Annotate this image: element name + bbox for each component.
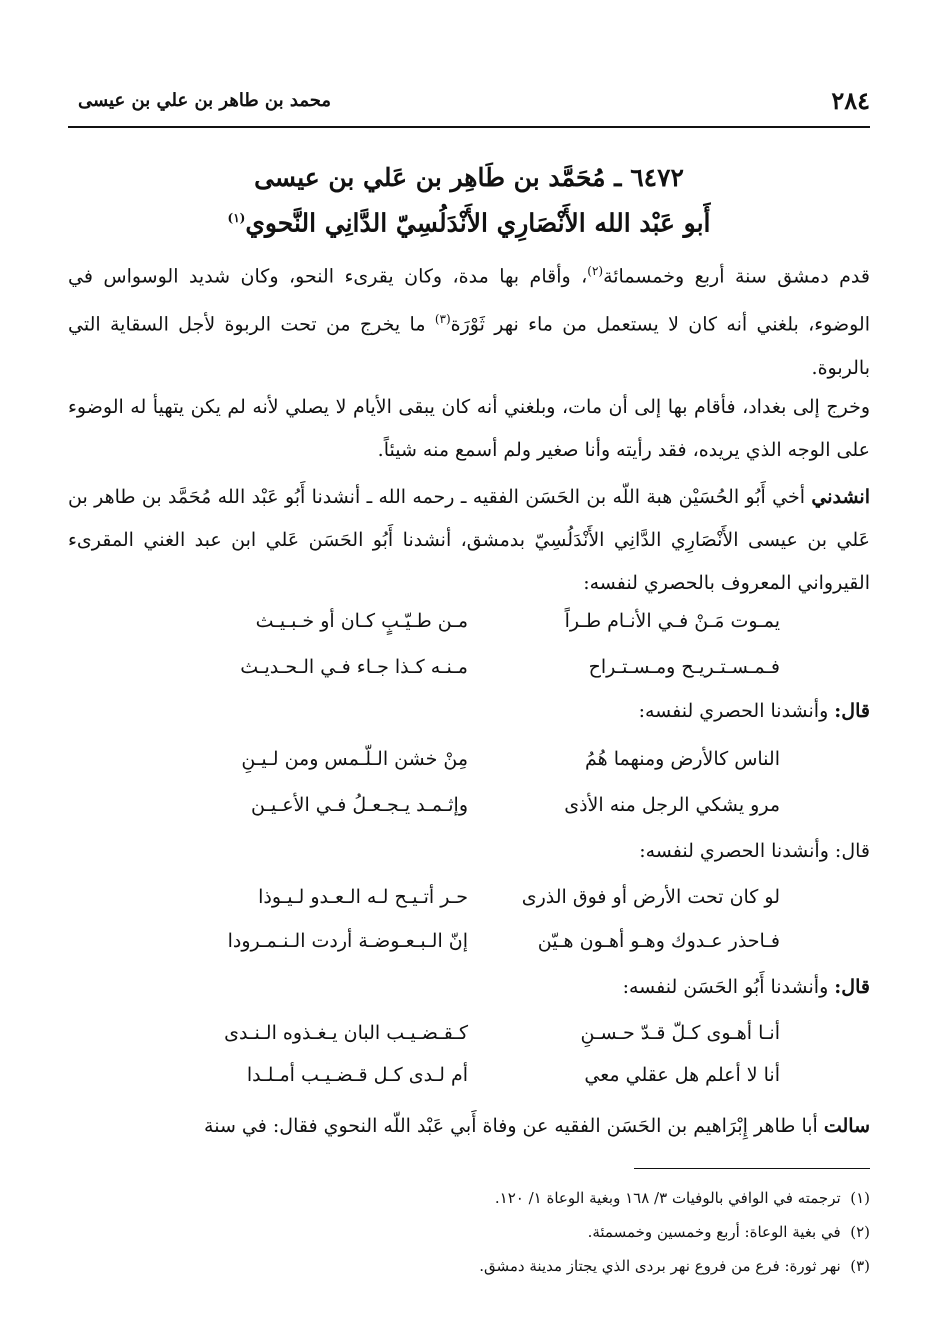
footnote-text: نهر ثورة: فرع من فروع نهر بردى الذي يجتاز مدينة دمشق.: [479, 1257, 841, 1275]
poem-intro-text: وأنشدنا الحصري لنفسه:: [638, 700, 835, 722]
poem-intro-text: وأنشدنا الحصري لنفسه:: [639, 840, 835, 862]
verse-second-hemistich: كـقـضـيـب البان يـغـذوه الـنـدى: [224, 1022, 468, 1044]
verse-second-hemistich: مـنـه كـذا جـاء فـي الـحـديـث: [240, 656, 468, 678]
verse-line: [68, 1022, 870, 1065]
footnote-ref: (٣): [434, 312, 451, 327]
verse-first-hemistich: يمـوت مَـنْ فـي الأنـام طـراً: [564, 610, 780, 632]
page-header: [78, 86, 870, 120]
page-number: ٢٨٤: [831, 86, 870, 115]
poem-intro: [623, 976, 870, 998]
paragraph-2: وخرج إلى بغداد، فأقام بها إلى أن مات، وبلغني أنه كان يبقى الأيام لا يصلي لأنه لم يكن يتهيأ له الوضوء على الوجه الذي يريده، فقد رأيته وأنا صغير ولم أسمع منه شيئاً.: [68, 396, 870, 461]
footnote-ref: (١): [227, 211, 246, 225]
verse-line: [68, 610, 870, 653]
poem-intro-lead: قال:: [834, 840, 870, 862]
paragraph-text: ، وأقام بها مدة، وكان يقرىء النحو، وكان شديد الوسواس في الوضوء، بلغني أنه كان لا يستعمل من ماء نهر ثَوْرَة: [68, 265, 871, 336]
verse-first-hemistich: أنا لا أعلم هل عقلي معي: [584, 1064, 780, 1086]
paragraph-text: أبا طاهر إِبْرَاهيم بن الحَسَن الفقيه عن وفاة أَبي عَبْد اللّه النحوي فقال: في سنة: [204, 1115, 824, 1137]
paragraph-text: ما يخرج من تحت الربوة لأجل السقاية التي بالربوة.: [68, 313, 870, 379]
verse-second-hemistich: وإثـمـد يـجـعـلُ فـي الأعـيـن: [250, 794, 468, 816]
footnote: [68, 1256, 870, 1276]
paragraph-3: [68, 476, 870, 605]
verse-line: [68, 794, 870, 837]
verse-first-hemistich: أنـا أهـوى كـلّ قـدّ حـسـنِ: [580, 1022, 780, 1044]
verse-second-hemistich: أم لـدى كـل قـضـيـب أمـلـدا: [246, 1064, 468, 1086]
paragraph-lead-word: سالت: [823, 1115, 870, 1137]
paragraph-lead-word: انشدني: [811, 486, 870, 508]
verse-first-hemistich: فـاحذر عـدوك وهـو أهـون هـيّن: [537, 930, 780, 952]
verse-first-hemistich: الناس كالأرض ومنهما هُمُ: [584, 748, 780, 770]
footnote-number: (٢): [850, 1223, 870, 1241]
verse-line: [68, 748, 870, 791]
verse-first-hemistich: فـمـسـتـريـح ومـسـتـراح: [588, 656, 780, 678]
footnote-number: (٣): [850, 1257, 870, 1275]
entry-title-line2: [68, 198, 870, 243]
verse-second-hemistich: إنّ الـبـعـوضـة أردت الـنـمـرودا: [227, 930, 468, 952]
footnote-rule: [634, 1168, 870, 1169]
running-title: محمد بن طاهر بن علي بن عيسى: [78, 90, 332, 111]
poem-intro-text: وأنشدنا أَبُو الحَسَن لنفسه:: [622, 976, 835, 998]
footnote-text: ترجمته في الوافي بالوفيات ٣/ ١٦٨ وبغية الوعاة ١/ ١٢٠.: [494, 1189, 841, 1207]
verse-line: [68, 1064, 870, 1107]
entry-title: [68, 158, 870, 243]
verse-second-hemistich: مـن طـيّـبٍ كـان أو خـبـيـث: [255, 610, 468, 632]
header-rule: [68, 126, 870, 128]
poem-intro-lead: قال:: [834, 700, 870, 722]
verse-second-hemistich: حـر أتـيـح لـه الـعـدو لـيـوذا: [258, 886, 468, 908]
poem-intro-lead: قال:: [834, 976, 870, 998]
footnote-text: في بغية الوعاة: أربع وخمسين وخمسمئة.: [587, 1223, 841, 1241]
entry-title-name: أَبو عَبْد الله الأَنْصَارِي الأَنْدَلُسِيّ الدَّانِي النَّحوي: [245, 208, 711, 238]
paragraph-text: أخي أَبُو الحُسَيْن هبة اللّه بن الحَسَن الفقيه ـ رحمه الله ـ أنشدنا أَبُو عَبْد الله مُحَمَّد بن طاهر بن عَلي بن عيسى الأَنْصَارِي الدَّانِي الأَنْدَلُسِيّ بدمشق، أنشدنا أَبُو الحَسَن عَلي ابن عبد الغني المقرىء القيرواني المعروف بالحصري لنفسه:: [68, 486, 870, 594]
footnote-number: (١): [850, 1189, 870, 1207]
poem-intro: [639, 840, 870, 862]
verse-first-hemistich: لو كان تحت الأرض أو فوق الذرى: [521, 886, 780, 908]
entry-title-line1: ٦٤٧٢ ـ مُحَمَّد بن طَاهِر بن عَلي بن عيسى: [254, 163, 684, 192]
poem-intro: [639, 700, 870, 722]
verse-line: [68, 656, 870, 699]
paragraph-1: [68, 250, 870, 390]
paragraph-4: [68, 1105, 870, 1148]
verse-second-hemistich: مِنْ خشن الـلّـمس ومن لـيـنِ: [241, 748, 468, 770]
paragraph-text: قدم دمشق سنة أربع وخمسمائة: [603, 265, 870, 288]
footnote: [68, 1188, 870, 1208]
verse-line: [68, 930, 870, 973]
footnote-ref: (٢): [587, 264, 604, 278]
verse-first-hemistich: مرو يشكي الرجل منه الأذى: [564, 794, 780, 816]
verse-line: [68, 886, 870, 929]
footnote: [68, 1222, 870, 1242]
